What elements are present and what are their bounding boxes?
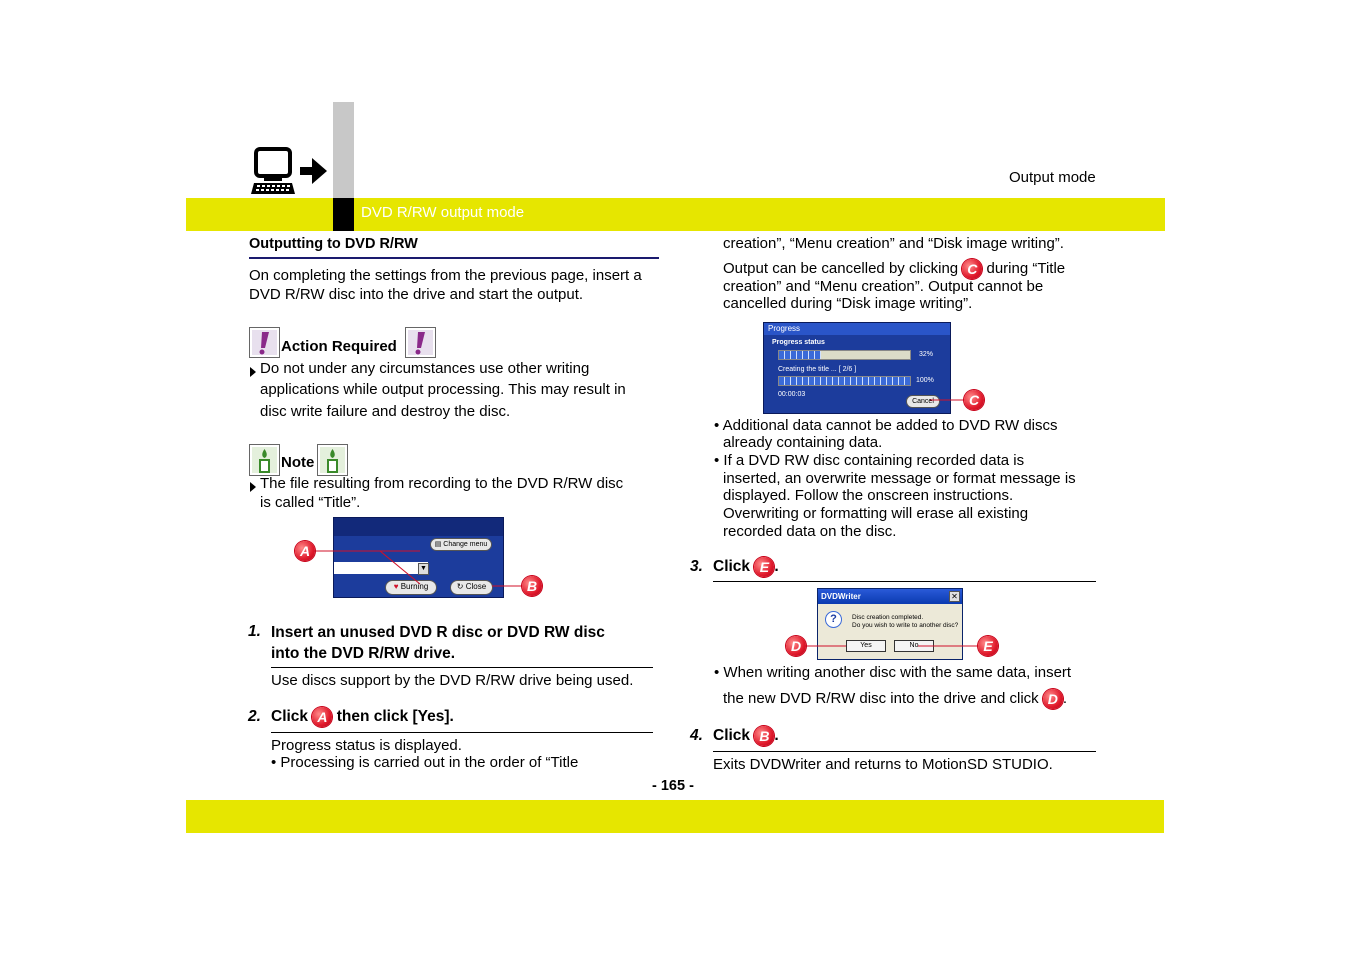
- progress-window: [763, 322, 951, 414]
- footer-banner: [186, 800, 1164, 833]
- cancel-line-3: cancelled during “Disk image writing”.: [723, 295, 973, 312]
- page-number: - 165 -: [652, 778, 694, 794]
- step2-body-line2: • Processing is carried out in the order of “Title: [271, 754, 579, 771]
- computer-output-icon: [250, 146, 330, 198]
- close-label: Close: [465, 582, 487, 591]
- step4-title: [713, 725, 779, 747]
- step2-after: then click [Yes].: [336, 708, 454, 725]
- bullet-2-line5: recorded data on the disc.: [723, 523, 897, 540]
- another-line-1: • When writing another disc with the same data, insert: [714, 664, 1072, 681]
- step1-title-line2: into the DVD R/RW drive.: [271, 645, 456, 662]
- step1-number: 1.: [248, 623, 261, 640]
- step4-rule: [713, 751, 1096, 752]
- step2-badge-a: A: [312, 707, 332, 727]
- exclamation-icon: [249, 327, 280, 358]
- step1-title-line1: Insert an unused DVD R disc or DVD RW disc: [271, 624, 605, 641]
- step2-body-line1: Progress status is displayed.: [271, 737, 462, 754]
- step4-badge-b: B: [754, 726, 774, 746]
- bullet-1-line1: • Additional data cannot be added to DVD RW discs: [714, 417, 1058, 434]
- action-line-3: disc write failure and destroy the disc.: [260, 403, 511, 420]
- another-line-2a: the new DVD R/RW disc into the drive and click: [723, 690, 1039, 707]
- step2-number: 2.: [248, 708, 261, 725]
- continuation-line: creation”, “Menu creation” and “Disk image writing”.: [723, 235, 1064, 252]
- bullet-2-line4: Overwriting or formatting will erase all existing: [723, 505, 1029, 522]
- progress-stage: Creating the title ... [ 2/6 ]: [778, 366, 857, 373]
- dialog-message-1: Disc creation completed.: [852, 614, 924, 621]
- action-line-1: Do not under any circumstances use other writing: [260, 360, 590, 377]
- step3-period: .: [774, 558, 779, 575]
- cancel-line-1b: during “Title: [986, 260, 1066, 277]
- dropdown-arrow-icon: ▼: [418, 563, 429, 575]
- no-label: No: [909, 642, 919, 649]
- page-heading: Outputting to DVD R/RW: [249, 236, 418, 252]
- cancel-line-2: creation” and “Menu creation”. Output cannot be: [723, 278, 1044, 295]
- bullet-triangle-icon: [250, 479, 260, 497]
- step1-rule: [271, 667, 653, 668]
- step4-click: Click: [713, 727, 751, 744]
- dialog-title: DVDWriter: [821, 592, 861, 601]
- step3-rule: [713, 581, 1096, 582]
- section-title: Output mode: [1009, 169, 1096, 186]
- step2-rule: [271, 732, 653, 733]
- callout-lines-1: [300, 540, 530, 600]
- progress-bar-2[interactable]: [778, 376, 911, 386]
- action-required-label: Action Required: [281, 338, 397, 355]
- callout-a-badge: A: [295, 541, 315, 561]
- progress-bar-1-fill: [779, 351, 821, 359]
- change-menu-label: Change menu: [443, 541, 488, 548]
- another-line-2: [723, 688, 1067, 710]
- screenshot-top-band: [334, 518, 503, 536]
- progress-bar-1[interactable]: [778, 350, 911, 360]
- candle-icon: [249, 444, 280, 476]
- banner-title: DVD R/RW output mode: [361, 204, 525, 221]
- bullet-2-line2: inserted, an overwrite message or format message is: [723, 470, 1076, 487]
- bullet-2-line1: • If a DVD RW disc containing recorded data is: [714, 452, 1025, 469]
- progress-window-title: Progress: [768, 324, 801, 333]
- progress-time: 00:00:03: [778, 391, 806, 398]
- progress-pct-2: 100%: [916, 377, 934, 384]
- dialog-message-2: Do you wish to write to another disc?: [852, 622, 959, 629]
- change-menu-button[interactable]: ▤ Change menu: [430, 538, 492, 551]
- bullet-triangle-icon: [250, 364, 260, 382]
- step3-number: 3.: [690, 558, 703, 575]
- callout-b-badge: B: [522, 576, 542, 596]
- step3-badge-e: E: [754, 557, 774, 577]
- progress-status-label: Progress status: [772, 339, 825, 346]
- step3-click: Click: [713, 558, 751, 575]
- note-label: Note: [281, 454, 315, 471]
- progress-bar-2-fill: [779, 377, 910, 385]
- callout-c-badge: C: [964, 390, 984, 410]
- callout-d-badge: D: [786, 636, 806, 656]
- callout-e-badge: E: [978, 636, 998, 656]
- header-gray-tab: [333, 102, 354, 198]
- step1-body: Use discs support by the DVD R/RW drive being used.: [271, 672, 634, 689]
- note-line-2: is called “Title”.: [260, 494, 361, 511]
- action-line-2: applications while output processing. This may result in: [260, 381, 626, 398]
- cancel-label: Cancel: [912, 398, 934, 405]
- step4-body: Exits DVDWriter and returns to MotionSD STUDIO.: [713, 756, 1053, 773]
- burning-label: Burning: [400, 582, 429, 591]
- step2-click: Click: [271, 708, 309, 725]
- bullet-1-line2: already containing data.: [723, 434, 883, 451]
- callout-lines-de: [800, 640, 990, 652]
- cancel-badge-c: C: [962, 259, 982, 279]
- heading-underline: [249, 257, 659, 259]
- bullet-2-line3: displayed. Follow the onscreen instructions.: [723, 487, 1014, 504]
- exclamation-icon: [405, 327, 436, 358]
- heart-icon: ♥: [393, 582, 399, 591]
- intro-text: On completing the settings from the previous page, insert a DVD R/RW disc into the drive and start the output.: [249, 267, 642, 303]
- step3-title: [713, 556, 779, 578]
- cancel-line-1a: Output can be cancelled by clicking: [723, 260, 959, 277]
- refresh-icon: ↻: [456, 582, 464, 591]
- dialog-close-icon[interactable]: ✕: [949, 591, 960, 602]
- step4-period: .: [774, 727, 779, 744]
- step2-title: [271, 706, 454, 728]
- another-period: .: [1062, 690, 1068, 707]
- question-icon: ?: [825, 611, 842, 628]
- note-line-1: The file resulting from recording to the DVD R/RW disc: [260, 475, 624, 492]
- yes-label: Yes: [860, 642, 872, 649]
- banner-title-block: [333, 198, 354, 231]
- cancel-line-1: [723, 258, 1065, 280]
- candle-icon: [317, 444, 348, 476]
- step4-number: 4.: [690, 727, 703, 744]
- progress-pct-1: 32%: [919, 351, 934, 358]
- another-badge-d: D: [1043, 689, 1063, 709]
